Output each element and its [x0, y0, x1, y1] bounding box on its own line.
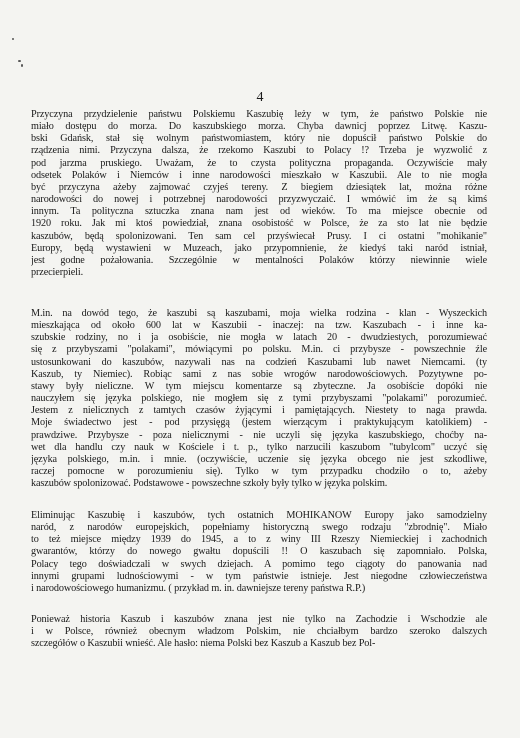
- text-line: nauczyłem się języka polskiego, nie mogłem się z tymi przybyszami "polakami" porozumieć.: [31, 393, 487, 405]
- text-line: odsetek Polaków i Niemców i inne narodowości mieszkało w Kaszubii. Ale to nie mogła: [31, 169, 487, 181]
- text-line: innym. Ta polityczna sztuczka znana nam jest od wieków. To ma miejsce obecnie od: [31, 206, 487, 218]
- text-line: M.in. na dowód tego, że kaszubi są kaszubami, moja wielka rodzina - klan - Wyszeckich: [31, 308, 487, 319]
- text-line: szubskie rodziny, no i ja osobiście, nie mogła w latach 20 - dwudziestych, porozumiewać: [31, 332, 487, 344]
- text-line: Ponieważ historia Kaszub i kaszubów znana jest nie tylko na Zachodzie i Wschodzie ale: [31, 614, 487, 625]
- paragraph-4: [31, 614, 487, 650]
- scan-speck: [12, 38, 14, 40]
- text-line: się z przybyszami "polakami", mówiącymi po polsku. M.in. ci przybysze - powszechnie źle: [31, 344, 487, 356]
- text-line: i narodowościowego humanizmu. ( przykład m. in. dawniejsze tereny państwa R.P.): [31, 582, 366, 594]
- text-line: Przyczyna przydzielenie państwu Polskiemu Kaszubię leży w tym, że państwo Polskie nie: [31, 109, 487, 120]
- text-line: miało dostępu do morza. Do kaszubskiego morza. Chyba dawnicj poprzez Litwę. Kaszu-: [31, 121, 487, 133]
- text-line: bski Gdańsk, stał się wolnym państwomiastem, który nie dopuścił państwo Polskie do: [31, 133, 487, 145]
- text-line: prawdziwe. Przybysze - poza nielicznymi - nie uczyli się języka kaszubskiego, choćby na-: [31, 429, 487, 441]
- text-line: mieszkająca od około 600 lat w Kaszubii - inaczej: na tzw. Kaszubach - i inne ka-: [31, 320, 487, 332]
- text-line: pod jarzma pruskiego. Uważam, że to czysta polityczna propaganda. Oczywiście mały: [31, 157, 487, 169]
- text-line: języka polskiego, m.in. i mnie. (oczywiście, uczenie się języka obcego nie jest szkodliwe,: [31, 453, 487, 465]
- text-line: Eliminując Kaszubię i kaszubów, tych ostatnich MOHIKANOW Europy jako samodzielny: [31, 510, 487, 521]
- paragraph-1: [31, 109, 487, 279]
- paragraph-3: [31, 510, 487, 595]
- text-line: naród, z narodów europejskich, popełniamy historyczną swego rodzaju "zbrodnię". Miało: [31, 522, 487, 534]
- text-line: gwarantów, którzy do nowego gwałtu dopuścili !! O kaszubach się zapomniało. Polska,: [31, 546, 487, 558]
- text-line: innymi grupami ludnościowymi - w tym państwie istnieje. Jest niegodne człowieczeństwa: [31, 570, 487, 582]
- text-line: Europy, będą wystawieni w Muzeach, jako przypomnienie, że kiedyś taki naród istniał,: [31, 242, 487, 254]
- text-line: szczegółów o Kaszubii wnieść. Ale hasło: niema Polski bez Kaszub a Kaszub bez Pol-: [31, 638, 376, 650]
- page-number: 4: [256, 90, 264, 105]
- text-line: kaszubów spolonizować. Podstawowe - powszechne szkoły były tylko w języka polskim.: [31, 478, 388, 490]
- text-line: wet dla handlu czy nauk w Kościele i t. p., tylko narzucili kaszubom "tubylcom" uczyć się: [31, 441, 487, 453]
- text-line: kaszubów, będą spolonizowani. Ten sam cel przyświecał Prusy. I ci ostatni "mohikanie": [31, 230, 487, 242]
- text-line: Jestem z nielicznych z tamtych czasów żyjącymi i pamiętających. Niestety to naga prawda.: [31, 405, 487, 417]
- scan-speck: [21, 64, 23, 67]
- text-line: przecierpieli.: [31, 267, 84, 279]
- text-line: raczej pomocne w porozumieniu się). Tylko w tym przypadku chodziło o to, ażeby: [31, 466, 487, 478]
- text-line: jest godne pożałowania. Szczególnie w mentalności Polaków którzy niewinnie wiele: [31, 254, 487, 266]
- text-line: ustosunkowani do kaszubów, nazywali nas na codzień Kaszubami lub nawet Niemcami. (ty: [31, 356, 487, 368]
- text-line: Polacy tego doświadczali w swych dziejach. A pomimo tego ciągoty do panowania nad: [31, 558, 487, 570]
- text-line: Moje świadectwo jest - pod przysięgą (jestem wierzącym i praktykującym katolikiem) -: [31, 417, 487, 429]
- scan-speck: [18, 60, 21, 62]
- text-line: to też miejsce między 1939 do 1945, a to z winy III Rzeszy Niemieckiej i zachodnich: [31, 534, 487, 546]
- text-line: 1920 roku. Jak mi ktoś powiedział, znana osobistość w Polsce, że za sto lat nie będzie: [31, 218, 487, 230]
- text-line: stawy były nieliczne. W tym miejscu komentarze są zbyteczne. Ja osobiście dopóki nie: [31, 380, 487, 392]
- text-line: i w Polsce, również obecnym władzom Polskim, nie chciałbym bardzo szeroko dalszych: [31, 626, 487, 638]
- text-line: Kaszub, ty Niemiec). Robiąc sami z nas sobie wrogów narodowościowych. Pozytywne po-: [31, 368, 487, 380]
- text-line: rządzenia nimi. Przyczyna dalsza, że rzekomo Kaszubi to Polacy !? Trzeba je wyzwolić z: [31, 145, 487, 157]
- text-line: narodowości do nowej i potrzebnej narodowości przyzwyczaić. I wmówić im że są kimś: [31, 194, 487, 206]
- text-line: być przyczyna ażeby zajmować czyjeś tereny. Z biegiem dziesiątek lat, można różne: [31, 181, 487, 193]
- paragraph-2: [31, 308, 487, 490]
